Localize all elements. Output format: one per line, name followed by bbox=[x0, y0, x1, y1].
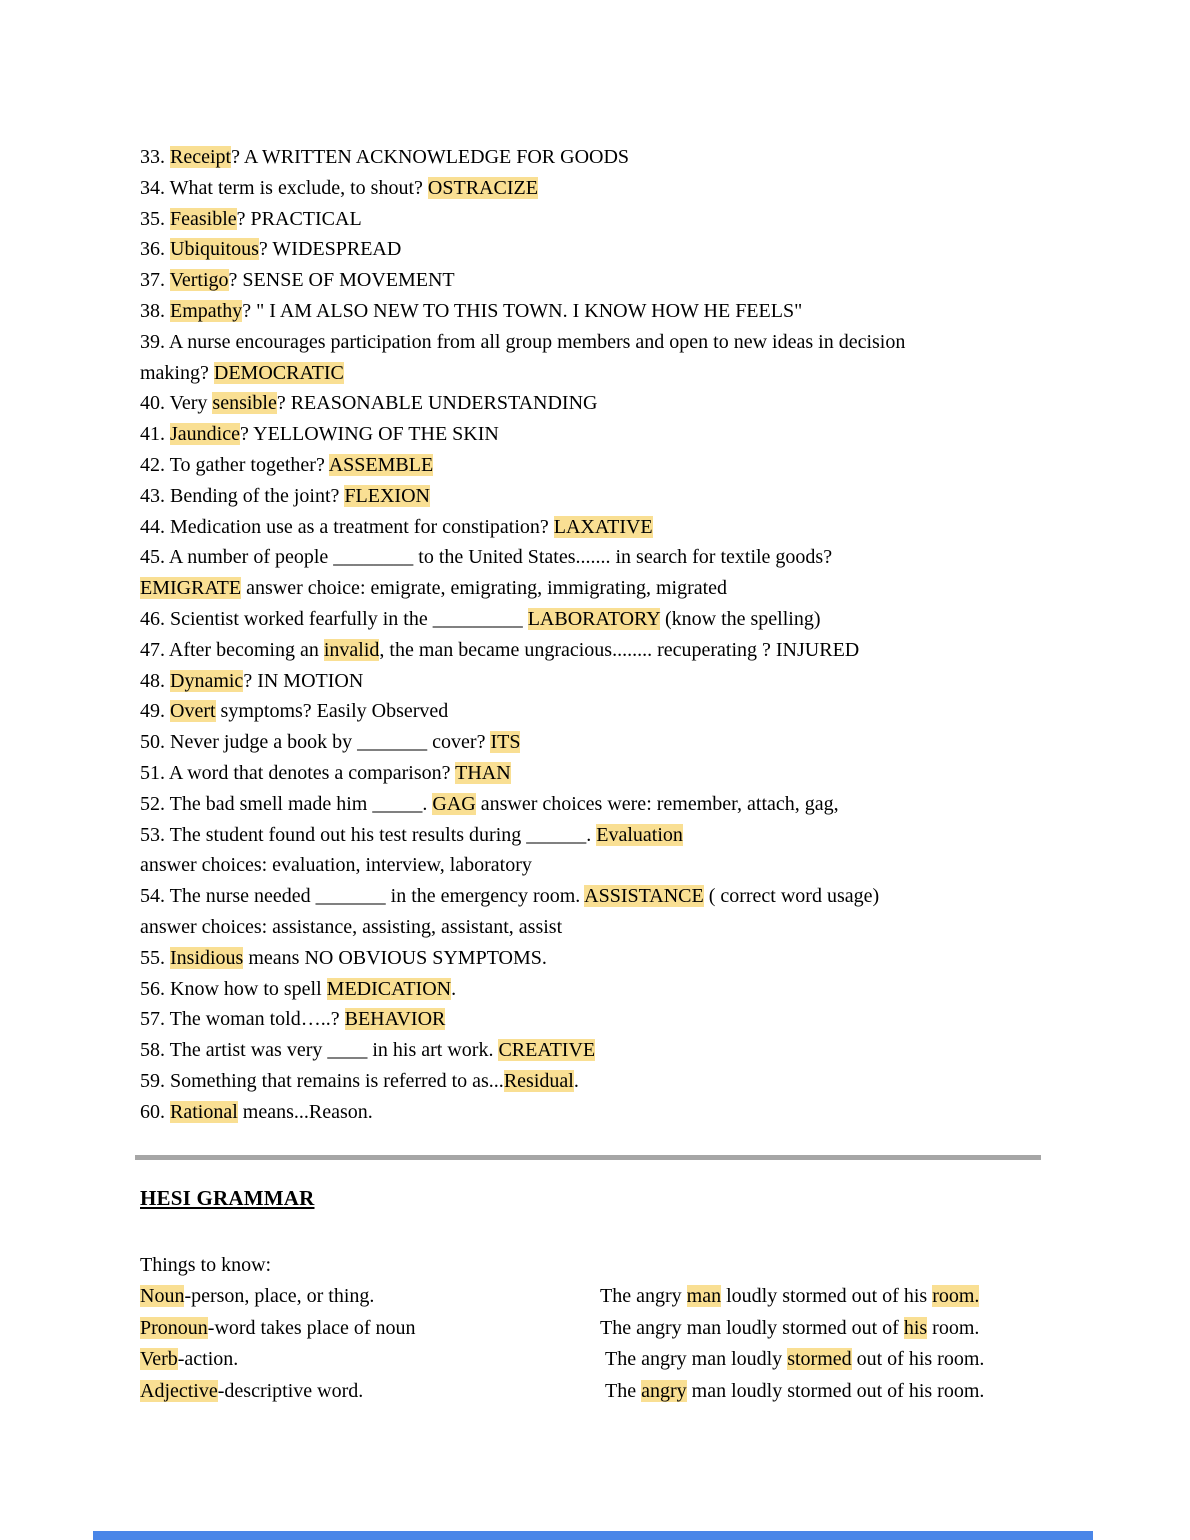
highlighted-text: ASSISTANCE bbox=[584, 885, 704, 908]
text-segment: 59. Something that remains is referred to as... bbox=[140, 1069, 504, 1092]
grammar-example bbox=[600, 1281, 1120, 1312]
next-table-top-edge bbox=[93, 1531, 1093, 1540]
text-segment: -person, place, or thing. bbox=[184, 1285, 375, 1308]
text-segment: making? bbox=[140, 361, 214, 384]
highlighted-text: MEDICATION bbox=[326, 977, 452, 1000]
text-segment: 54. The nurse needed _______ in the emergency room. bbox=[140, 885, 585, 908]
highlighted-text: Evaluation bbox=[596, 823, 683, 846]
highlighted-text: Verb bbox=[140, 1348, 178, 1371]
grammar-section bbox=[140, 1250, 1120, 1407]
vocab-line bbox=[140, 265, 1070, 296]
highlighted-text: LAXATIVE bbox=[553, 515, 653, 538]
vocab-line bbox=[140, 327, 1070, 358]
text-segment: 51. A word that denotes a comparison? bbox=[140, 761, 456, 784]
text-segment: -word takes place of noun bbox=[207, 1316, 416, 1339]
text-segment: 43. Bending of the joint? bbox=[140, 484, 345, 507]
highlighted-text: sensible bbox=[212, 392, 277, 415]
text-segment: room. bbox=[927, 1316, 980, 1339]
vocab-line bbox=[140, 296, 1070, 327]
text-segment: answer choices: evaluation, interview, laboratory bbox=[140, 854, 532, 877]
text-segment: 50. Never judge a book by _______ cover? bbox=[140, 731, 491, 754]
text-segment: 37. bbox=[140, 269, 170, 292]
text-segment: answer choices were: remember, attach, gag, bbox=[475, 792, 839, 815]
text-segment: 34. What term is exclude, to shout? bbox=[140, 176, 428, 199]
highlighted-text: LABORATORY bbox=[527, 607, 660, 630]
highlighted-text: Dynamic bbox=[170, 669, 244, 692]
highlighted-text: CREATIVE bbox=[498, 1039, 596, 1062]
vocab-line bbox=[140, 512, 1070, 543]
grammar-row bbox=[140, 1376, 1120, 1407]
vocab-line bbox=[140, 666, 1070, 697]
vocab-line bbox=[140, 850, 1070, 881]
vocab-line bbox=[140, 173, 1070, 204]
vocab-line bbox=[140, 1066, 1070, 1097]
vocab-line bbox=[140, 1097, 1070, 1128]
grammar-example bbox=[600, 1344, 1120, 1375]
section-divider bbox=[135, 1155, 1041, 1160]
highlighted-text: ITS bbox=[490, 731, 521, 754]
highlighted-text: Empathy bbox=[170, 299, 243, 322]
grammar-term bbox=[140, 1344, 600, 1375]
text-segment: ? A WRITTEN ACKNOWLEDGE FOR GOODS bbox=[231, 146, 630, 168]
vocab-line bbox=[140, 820, 1070, 851]
highlighted-text: THAN bbox=[455, 761, 511, 784]
vocab-line bbox=[140, 450, 1070, 481]
highlighted-text: Ubiquitous bbox=[170, 238, 259, 261]
text-segment: . bbox=[573, 1069, 579, 1092]
text-segment: 56. Know how to spell bbox=[140, 977, 327, 1000]
text-segment: -action. bbox=[177, 1348, 239, 1371]
highlighted-text: room. bbox=[932, 1285, 980, 1308]
vocab-line bbox=[140, 542, 1070, 573]
highlighted-text: Insidious bbox=[170, 946, 244, 969]
text-segment: 39. A nurse encourages participation from all group members and open to new ideas in decision bbox=[140, 330, 906, 353]
highlighted-text: EMIGRATE bbox=[140, 577, 242, 600]
text-segment: 38. bbox=[140, 299, 170, 322]
vocab-line bbox=[140, 727, 1070, 758]
text-segment: answer choices: assistance, assisting, assistant, assist bbox=[140, 915, 563, 938]
text-segment: 41. bbox=[140, 423, 170, 446]
vocab-line bbox=[140, 481, 1070, 512]
text-segment: ? SENSE OF MOVEMENT bbox=[228, 269, 455, 292]
text-segment: 58. The artist was very ____ in his art work. bbox=[140, 1039, 499, 1062]
vocab-line bbox=[140, 943, 1070, 974]
text-segment: ? YELLOWING OF THE SKIN bbox=[239, 423, 499, 446]
text-segment: ? PRACTICAL bbox=[236, 207, 362, 230]
text-segment: 33. bbox=[140, 146, 170, 168]
text-segment: 44. Medication use as a treatment for constipation? bbox=[140, 515, 554, 538]
vocab-line bbox=[140, 573, 1070, 604]
text-segment: ? IN MOTION bbox=[243, 669, 364, 692]
text-segment: (know the spelling) bbox=[659, 607, 821, 630]
vocab-line bbox=[140, 604, 1070, 635]
text-segment: 35. bbox=[140, 207, 170, 230]
text-segment: The angry bbox=[600, 1285, 687, 1308]
text-segment: loudly stormed out of his bbox=[721, 1285, 933, 1308]
text-segment: 40. Very bbox=[140, 392, 213, 415]
vocab-line bbox=[140, 142, 1070, 173]
grammar-example bbox=[600, 1313, 1120, 1344]
text-segment: The angry man loudly stormed out of bbox=[600, 1316, 904, 1339]
text-segment: ? " I AM ALSO NEW TO THIS TOWN. I KNOW HOW HE FEELS" bbox=[242, 299, 803, 322]
text-segment: out of his room. bbox=[851, 1348, 985, 1371]
grammar-row bbox=[140, 1313, 1120, 1344]
highlighted-text: Overt bbox=[170, 700, 216, 723]
text-segment: 36. bbox=[140, 238, 170, 261]
text-segment: 60. bbox=[140, 1100, 170, 1123]
text-segment: , the man became ungracious........ recuperating ? INJURED bbox=[379, 638, 860, 661]
vocab-line bbox=[140, 1004, 1070, 1035]
vocab-line bbox=[140, 1035, 1070, 1066]
text-segment: answer choice: emigrate, emigrating, immigrating, migrated bbox=[241, 577, 728, 600]
vocab-line bbox=[140, 635, 1070, 666]
highlighted-text: Jaundice bbox=[170, 423, 240, 446]
text-segment: ( correct word usage) bbox=[703, 885, 880, 908]
highlighted-text: Adjective bbox=[140, 1379, 218, 1402]
text-segment: ? WIDESPREAD bbox=[258, 238, 402, 261]
text-segment: 45. A number of people ________ to the United States....... in search for textile goods? bbox=[140, 546, 833, 569]
text-segment: 52. The bad smell made him _____. bbox=[140, 792, 433, 815]
grammar-term bbox=[140, 1376, 600, 1407]
highlighted-text: FLEXION bbox=[344, 484, 430, 507]
text-segment: 55. bbox=[140, 946, 170, 969]
highlighted-text: BEHAVIOR bbox=[344, 1008, 446, 1031]
vocab-line bbox=[140, 789, 1070, 820]
text-segment: 47. After becoming an bbox=[140, 638, 324, 661]
vocab-list bbox=[140, 142, 1070, 1128]
text-segment: 46. Scientist worked fearfully in the _________ bbox=[140, 607, 528, 630]
text-segment: 49. bbox=[140, 700, 170, 723]
highlighted-text: Noun bbox=[140, 1285, 185, 1308]
text-segment: means...Reason. bbox=[237, 1100, 373, 1123]
grammar-rows bbox=[140, 1281, 1120, 1407]
text-segment: The angry man loudly bbox=[600, 1348, 788, 1371]
grammar-term bbox=[140, 1281, 600, 1312]
highlighted-text: ASSEMBLE bbox=[328, 453, 434, 476]
highlighted-text: his bbox=[903, 1316, 928, 1339]
text-segment: 48. bbox=[140, 669, 170, 692]
grammar-term bbox=[140, 1313, 600, 1344]
text-segment: . bbox=[451, 977, 457, 1000]
vocab-line bbox=[140, 234, 1070, 265]
grammar-intro: Things to know: bbox=[140, 1254, 272, 1276]
text-segment: -descriptive word. bbox=[217, 1379, 364, 1402]
text-segment: symptoms? Easily Observed bbox=[215, 700, 449, 723]
vocab-line bbox=[140, 696, 1070, 727]
highlighted-text: invalid bbox=[323, 638, 380, 661]
highlighted-text: Residual bbox=[503, 1069, 574, 1092]
highlighted-text: Rational bbox=[170, 1100, 238, 1123]
highlighted-text: Vertigo bbox=[169, 269, 229, 292]
vocab-line bbox=[140, 388, 1070, 419]
grammar-row bbox=[140, 1281, 1120, 1312]
grammar-example bbox=[600, 1376, 1120, 1407]
text-segment: 42. To gather together? bbox=[140, 453, 329, 476]
vocab-line bbox=[140, 758, 1070, 789]
vocab-line bbox=[140, 881, 1070, 912]
highlighted-text: stormed bbox=[787, 1348, 852, 1371]
vocab-line bbox=[140, 204, 1070, 235]
highlighted-text: Feasible bbox=[170, 207, 237, 230]
text-segment: ? REASONABLE UNDERSTANDING bbox=[276, 392, 598, 415]
highlighted-text: DEMOCRATIC bbox=[213, 361, 344, 384]
grammar-heading: HESI GRAMMAR bbox=[140, 1186, 315, 1210]
vocab-line bbox=[140, 358, 1070, 389]
text-segment: 57. The woman told…..? bbox=[140, 1008, 345, 1031]
vocab-line bbox=[140, 974, 1070, 1005]
vocab-line bbox=[140, 912, 1070, 943]
highlighted-text: angry bbox=[641, 1379, 687, 1402]
text-segment: The bbox=[600, 1379, 642, 1402]
highlighted-text: man bbox=[686, 1285, 722, 1308]
highlighted-text: GAG bbox=[432, 792, 476, 815]
grammar-row bbox=[140, 1344, 1120, 1375]
text-segment: man loudly stormed out of his room. bbox=[686, 1379, 985, 1402]
highlighted-text: Receipt bbox=[170, 146, 232, 168]
highlighted-text: Pronoun bbox=[140, 1316, 208, 1339]
text-segment: 53. The student found out his test results during ______. bbox=[140, 823, 597, 846]
vocab-line bbox=[140, 419, 1070, 450]
highlighted-text: OSTRACIZE bbox=[427, 176, 538, 199]
text-segment: means NO OBVIOUS SYMPTOMS. bbox=[243, 946, 547, 969]
